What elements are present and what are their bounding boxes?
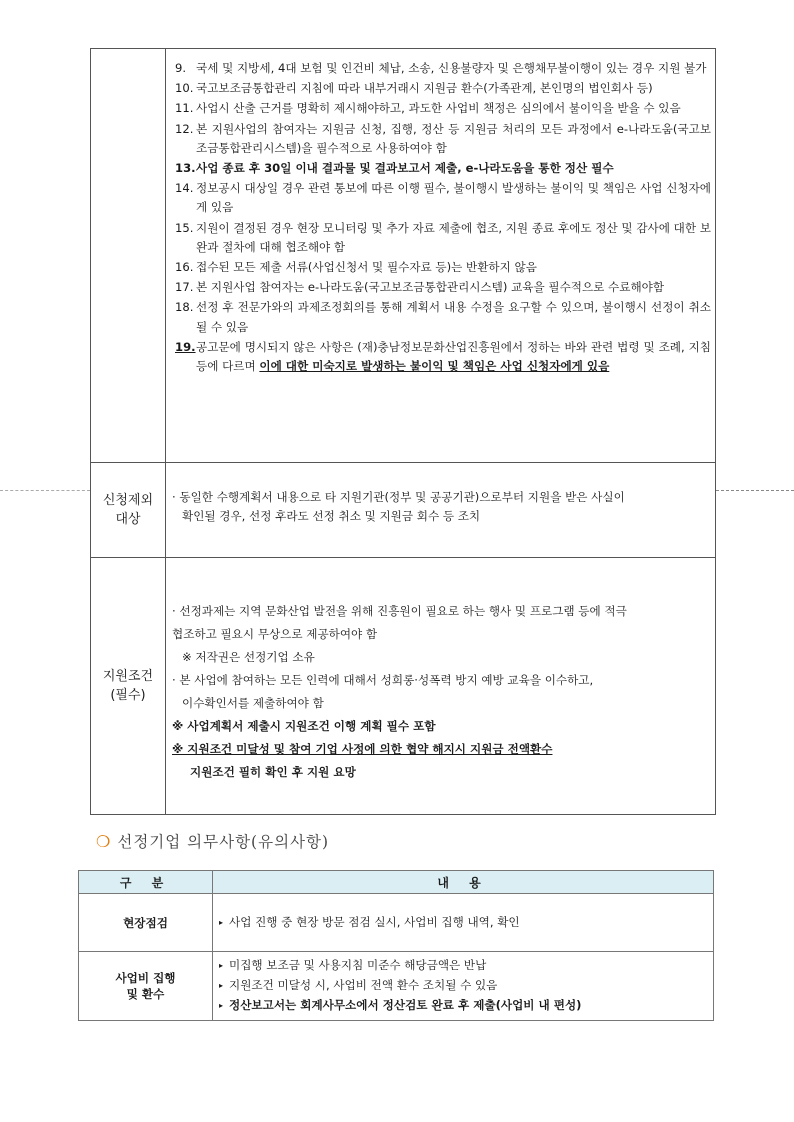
conditions-cell [166, 558, 716, 815]
exclusion-text-cont: 확인될 경우, 선정 후라도 선정 취소 및 지원금 회수 등 조치 [182, 509, 481, 523]
table-row [79, 894, 714, 952]
notes-cell [166, 49, 716, 463]
row-head-line: 및 환수 [126, 987, 165, 1001]
note-text: 선정 후 전문가와의 과제조정회의를 통해 계획서 내용 수정을 요구할 수 있으며, 불이행시 선정이 취소될 수 있음 [196, 300, 711, 334]
note-text-emphasis: 이에 대한 미숙지로 발생하는 불이익 및 책임은 사업 신청자에게 있음 [259, 359, 610, 374]
note-item [166, 120, 711, 158]
triangle-bullet-icon: ▸ [219, 1001, 224, 1010]
triangle-bullet-icon: ▸ [219, 917, 224, 927]
note-text: 사업 종료 후 30일 이내 결과물 및 결과보고서 제출, e-나라도움을 통한 정산 필수 [196, 161, 614, 176]
circle-bullet-icon: ❍ [96, 832, 112, 851]
list-item [219, 976, 707, 996]
condition-line: 협조하고 필요시 무상으로 제공하여야 함 [172, 627, 378, 641]
note-text: 지원이 결정된 경우 현장 모니터링 및 추가 자료 제출에 협조, 지원 종료 후에도 정산 및 감사에 대한 보완과 절차에 대해 협조해야 함 [196, 220, 711, 254]
note-text: 사업시 산출 근거를 명확히 제시해야하고, 과도한 사업비 책정은 심의에서 불이익을 받을 수 있음 [196, 101, 681, 116]
exclusion-label: 신청제외 [102, 493, 154, 508]
note-item [166, 298, 711, 336]
conditions-label: 지원조건 [102, 669, 154, 684]
notes-list [166, 49, 715, 379]
duty-table [78, 870, 714, 1021]
row-head-line: 사업비 집행 [115, 971, 176, 985]
condition-note-underlined: ※ 지원조건 미달성 및 참여 기업 사정에 의한 협약 해지시 지원금 전액환수 [172, 742, 553, 756]
note-number: 17. [175, 280, 194, 295]
note-item [166, 219, 711, 257]
list-item-text: 지원조건 미달성 시, 사업비 전액 환수 조치될 수 있음 [229, 978, 498, 992]
list-item-text: 미집행 보조금 및 사용지침 미준수 해당금액은 반납 [229, 958, 487, 972]
note-item [166, 258, 711, 277]
note-number: 19. [175, 339, 196, 354]
condition-line: · 선정과제는 지역 문화산업 발전을 위해 진흥원이 필요로 하는 행사 및 프로그램 등에 적극 [172, 604, 627, 618]
note-number: 13. [175, 161, 196, 176]
note-text: 국세 및 지방세, 4대 보험 및 인건비 체납, 소송, 신용불량자 및 은행채무불이행이 있는 경우 지원 불가 [196, 61, 707, 75]
note-text-plain: 공고문에 명시되지 않은 사항은 (재)충남정보문화산업진흥원에서 정하는 바와 관련 법령 및 조례, 지침 등에 다르며 [196, 339, 711, 374]
notes-label-cell [91, 49, 166, 463]
note-number: 16. [175, 260, 194, 275]
condition-note-bold: 지원조건 필히 확인 후 지원 요망 [190, 765, 356, 779]
note-text: 본 지원사업 참여자는 e-나라도움(국고보조금통합관리시스템) 교육을 필수적으로 수료해야함 [196, 280, 665, 295]
notes-row [91, 49, 716, 463]
condition-note-bold [172, 738, 709, 761]
list-item [219, 956, 707, 976]
condition-note-bold: ※ 사업계획서 제출시 지원조건 이행 계획 필수 포함 [172, 719, 436, 733]
exclusion-cell [166, 463, 716, 558]
note-item [166, 338, 711, 376]
exclusion-label-2: 대상 [115, 512, 141, 527]
row-body [213, 952, 714, 1021]
list-item [219, 912, 707, 934]
row-head [79, 952, 213, 1021]
note-text [196, 338, 711, 376]
row-head: 현장점검 [79, 894, 213, 952]
condition-line: · 본 사업에 참여하는 모든 인력에 대해서 성희롱·성폭력 방지 예방 교육을 이수하고, [172, 673, 594, 687]
list-item-text: 사업 진행 중 현장 방문 점검 실시, 사업비 집행 내역, 확인 [229, 914, 520, 929]
note-item [166, 99, 711, 118]
exclusion-label-cell [91, 463, 166, 558]
note-text: 국고보조금통합관리 지침에 따라 내부거래시 지원금 환수(가족관계, 본인명의 법인회사 등) [196, 81, 653, 96]
section-title-text: 선정기업 의무사항(유의사항) [117, 833, 330, 851]
note-text: 정보공시 대상일 경우 관련 통보에 따른 이행 필수, 불이행시 발생하는 불이익 및 책임은 사업 신청자에게 있음 [196, 181, 711, 215]
note-number: 15. [175, 220, 194, 235]
column-header: 구 분 [79, 871, 213, 894]
exclusion-row [91, 463, 716, 558]
note-number: 10. [175, 81, 194, 96]
note-text: 본 지원사업의 참여자는 지원금 신청, 집행, 정산 등 지원금 처리의 모든 과정에서 e-나라도움(국고보조금통합관리시스템)을 필수적으로 사용하여야 함 [196, 121, 711, 155]
note-item [166, 159, 711, 178]
note-number: 12. [175, 121, 194, 136]
note-number: 14. [175, 181, 194, 196]
note-number: 18. [175, 300, 194, 315]
section-title [96, 830, 329, 852]
conditions-label-cell [91, 558, 166, 815]
column-header: 내 용 [213, 871, 714, 894]
notice-table [90, 48, 716, 815]
row-body [213, 894, 714, 952]
page-divider-left [0, 490, 90, 491]
note-item [166, 278, 711, 297]
duty-table-header [79, 871, 714, 894]
note-text: 접수된 모든 제출 서류(사업신청서 및 필수자료 등)는 반환하지 않음 [196, 260, 537, 275]
note-number: 9. [175, 61, 187, 75]
page-divider-right [716, 490, 794, 491]
note-number: 11. [175, 101, 194, 116]
note-item [166, 59, 711, 78]
list-item [219, 996, 707, 1016]
triangle-bullet-icon: ▸ [219, 981, 224, 990]
list-item-text: 정산보고서는 회계사무소에서 정산검토 완료 후 제출(사업비 내 편성) [229, 998, 582, 1012]
exclusion-text: · 동일한 수행계획서 내용으로 타 지원기관(정부 및 공공기관)으로부터 지원을 받은 사실이 [172, 490, 625, 504]
triangle-bullet-icon: ▸ [219, 961, 224, 970]
note-item [166, 79, 711, 98]
note-item [166, 179, 711, 217]
condition-note: ※ 저작권은 선정기업 소유 [182, 650, 315, 664]
table-row [79, 952, 714, 1021]
conditions-label-2: (필수) [110, 688, 146, 703]
conditions-row [91, 558, 716, 815]
condition-line: 이수확인서를 제출하여야 함 [182, 696, 324, 710]
